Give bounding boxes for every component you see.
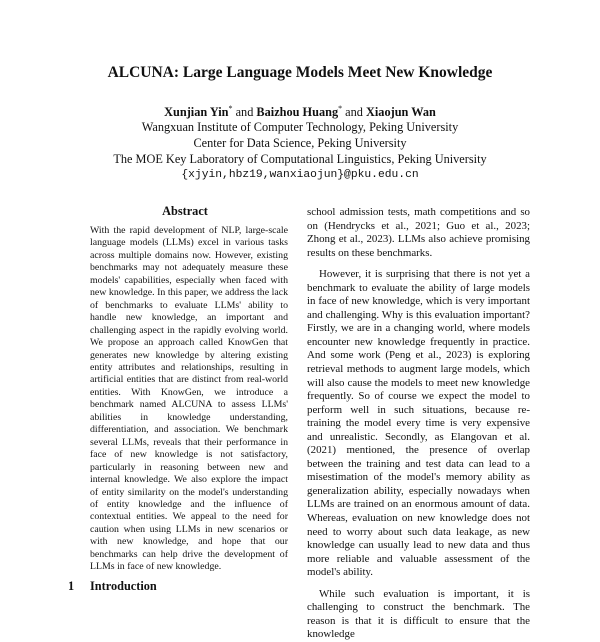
abstract-heading: Abstract [162,204,208,218]
body-right-column [307,206,530,642]
author-list [0,104,600,120]
author-sep: and [232,105,257,120]
author-name: Xiaojun Wan [366,105,436,120]
author-name: Xunjian Yin [164,105,229,120]
author-name: Baizhou Huang [256,105,339,120]
author-mark: * [338,104,343,113]
affiliation: Center for Data Science, Peking University [193,136,407,150]
affiliation: Wangxuan Institute of Computer Technology, Peking University [141,120,459,134]
section-title: Introduction [90,579,157,593]
title-name: ALCUNA [107,64,174,81]
body-paragraph: school admission tests, math competitions and so on (Hendrycks et al., 2021; Guo et al., 2023; Zhong et al., 2023). LLMs also achieve promising results on these benchmarks. [307,206,530,259]
author-email: {xjyin,hbz19,wanxiaojun}@pku.edu.cn [181,169,419,181]
section-heading [68,579,157,594]
author-sep: and [342,105,366,120]
affiliation: The MOE Key Laboratory of Computational Linguistics, Peking University [113,152,487,166]
paper-title [0,64,600,82]
section-number: 1 [68,579,75,593]
author-mark: * [228,104,233,113]
title-rest: : Large Language Models Meet New Knowledge [173,64,493,81]
body-paragraph: However, it is surprising that there is not yet a benchmark to evaluate the ability of large models in face of new knowledge, which is very important and challenging. Why is this evaluation important? Firstly, we are in a changing world, where models encounter new knowledge frequently in practice. And some work (Peng et al., 2023) is exploring retrieval methods to augment large models, which will also cause the models to meet new knowledge frequently. So of course we expect the model to perform well in such situations, because re-training the model every time is very expensive and unrealistic. Secondly, as Elangovan et al. (2021) mentioned, the presence of overlap between the training and test data can lead to a misestimation of the model's memory ability as generalization ability, especially nowadays when LLMs are trained on an enormous amount of data. Whereas, evaluation on new knowledge does not need to worry about such data leakage, as new knowledge can usually lead to new data and thus more reliable and valuable assessment of the model's ability. [307,268,530,579]
body-paragraph: While such evaluation is important, it is challenging to construct the benchmark. The reason is that it is difficult to ensure that the knowledge [307,587,530,641]
abstract-text: With the rapid development of NLP, large-scale language models (LLMs) excel in various tasks across multiple domains now. However, existing benchmarks may not adequately measure these models' capabilities, especially when faced with new knowledge. In this paper, we address the lack of benchmarks to evaluate LLMs' ability to handle new knowledge, an important and challenging aspect in the rapidly evolving world. We propose an approach called KnowGen that generates new knowledge by altering existing entity attributes and relationships, resulting in artificial entities that are distinct from real-world entities. With KnowGen, we introduce a benchmark named ALCUNA to assess LLMs' abilities in knowledge understanding, differentiation, and association. We benchmark several LLMs, reveals that their performance in face of new knowledge is not satisfactory, particularly in reasoning between new and internal knowledge. We also explore the impact of entity similarity on the model's understanding of entity knowledge and the influence of contextual entities. We appeal to the need for caution when using LLMs in new scenarios or with new knowledge, and hope that our benchmarks can help drive the development of LLMs in face of new knowledge. [90,225,288,573]
